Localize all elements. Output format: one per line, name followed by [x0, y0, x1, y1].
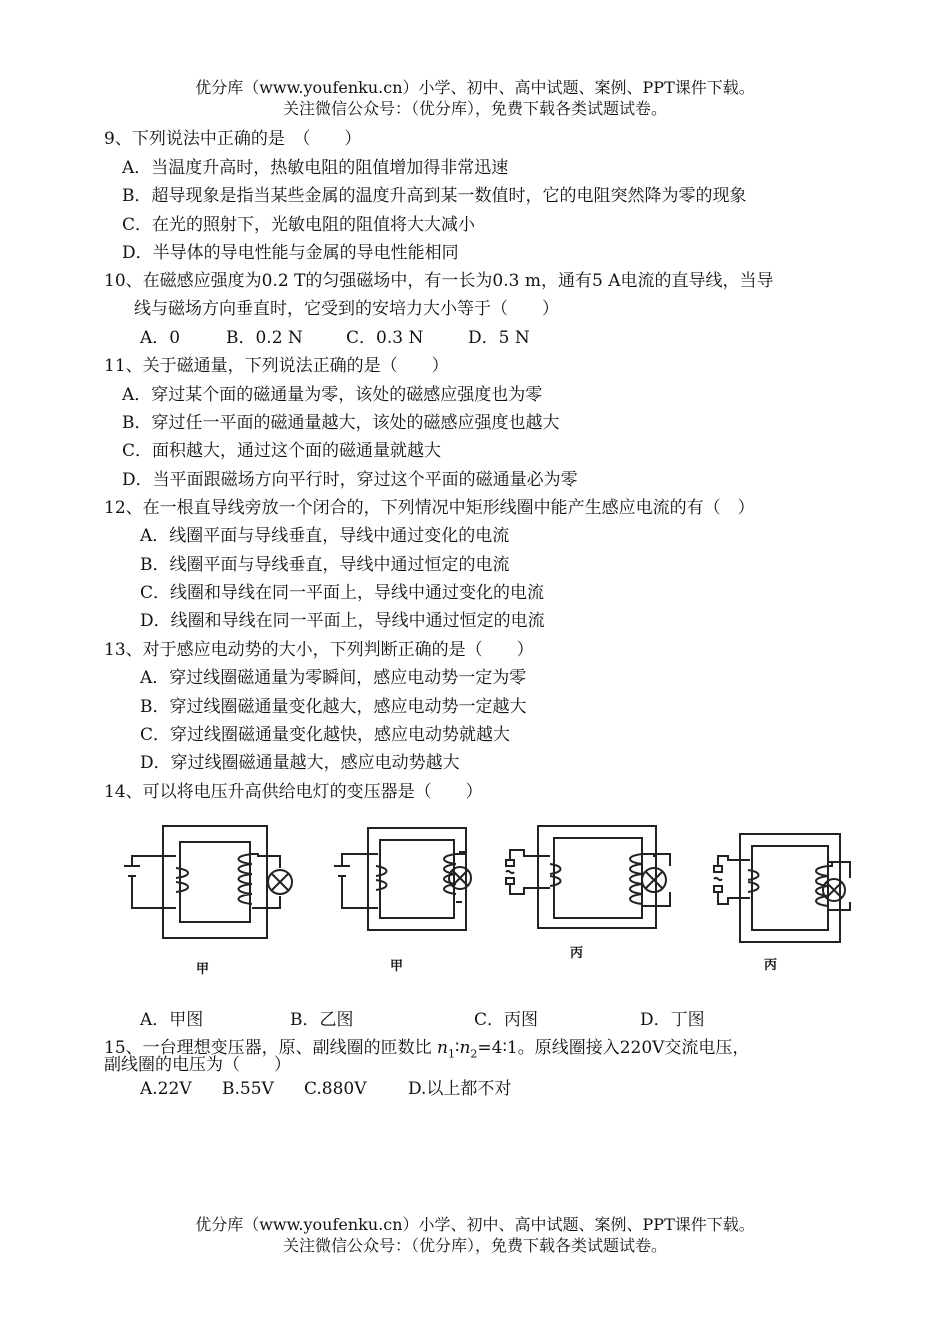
footer-line-2: 关注微信公众号：（优分库），免费下载各类试题试卷。 — [282, 1236, 667, 1255]
question-9-option-b: B．超导现象是指当某些金属的温度升高到某一数值时，它的电阻突然降为零的现象 — [122, 186, 747, 206]
question-10-stem-line-1: 10、在磁感应强度为0.2 T的匀强磁场中，有一长为0.3 m，通有5 A电流的直导线，当导 — [104, 271, 774, 291]
question-15-option-a: A.22V — [140, 1079, 192, 1099]
transformer-diagram-2 — [332, 818, 482, 943]
question-9-option-d: D．半导体的导电性能与金属的导电性能相同 — [122, 243, 459, 263]
question-10-option-a: A．0 — [140, 328, 181, 348]
transformer-diagram-1 — [118, 818, 308, 953]
header-line-2: 关注微信公众号：（优分库），免费下载各类试题试卷。 — [282, 99, 667, 118]
transformer-figure-2 — [332, 818, 482, 943]
question-14-option-d: D．丁图 — [640, 1010, 705, 1030]
question-9-option-a: A．当温度升高时，热敏电阻的阻值增加得非常迅速 — [122, 158, 509, 178]
transformer-diagram-3 — [500, 820, 690, 945]
question-10-option-b: B．0.2 N — [226, 328, 303, 348]
question-13-option-a: A．穿过线圈磁通量为零瞬间，感应电动势一定为零 — [140, 668, 527, 688]
question-15-option-b: B.55V — [222, 1079, 274, 1099]
figure-1-label: 甲 — [196, 962, 210, 977]
question-14-stem: 14、可以将电压升高供给电灯的变压器是（ ） — [104, 782, 483, 802]
figure-3-label: 丙 — [570, 946, 584, 961]
transformer-diagram-4 — [706, 826, 856, 951]
header-line-1: 优分库（www.youfenku.cn）小学、初中、高中试题、案例、PPT课件下载。 — [195, 78, 755, 97]
question-12-option-b: B．线圈平面与导线垂直，导线中通过恒定的电流 — [140, 555, 510, 575]
transformer-figure-4 — [706, 826, 856, 951]
transformer-figure-3 — [500, 820, 690, 945]
question-14-option-b: B．乙图 — [290, 1010, 354, 1030]
question-11-option-c: C．面积越大，通过这个面的磁通量就越大 — [122, 441, 442, 461]
figure-4-label: 丙 — [764, 958, 778, 973]
question-12-option-d: D．线圈和导线在同一平面上，导线中通过恒定的电流 — [140, 611, 545, 631]
question-13-option-b: B．穿过线圈磁通量变化越大，感应电动势一定越大 — [140, 697, 527, 717]
question-13-stem: 13、对于感应电动势的大小，下列判断正确的是（ ） — [104, 640, 534, 660]
question-11-option-a: A．穿过某个面的磁通量为零，该处的磁感应强度也为零 — [122, 385, 543, 405]
question-9-option-c: C．在光的照射下，光敏电阻的阻值将大大减小 — [122, 215, 476, 235]
question-13-option-c: C．穿过线圈磁通量变化越快，感应电动势就越大 — [140, 725, 511, 745]
question-15-stem-post: =4∶1。原线圈接入220V交流电压， — [477, 1038, 750, 1058]
question-11-stem: 11、关于磁通量，下列说法正确的是（ ） — [104, 356, 449, 376]
question-15-stem-line-2: 副线圈的电压为（ ） — [104, 1055, 291, 1075]
question-11-option-d: D．当平面跟磁场方向平行时，穿过这个平面的磁通量必为零 — [122, 470, 578, 490]
question-14-option-c: C．丙图 — [474, 1010, 539, 1030]
question-15-option-d: D.以上都不对 — [408, 1079, 512, 1099]
question-15-stem-pre: 15、一台理想变压器，原、副线圈的匝数比 — [104, 1038, 432, 1058]
question-10-stem-line-2: 线与磁场方向垂直时，它受到的安培力大小等于（ ） — [134, 299, 559, 319]
footer-line-1: 优分库（www.youfenku.cn）小学、初中、高中试题、案例、PPT课件下载。 — [195, 1215, 755, 1234]
n2-subscript: 2 — [470, 1047, 478, 1061]
question-12-option-c: C．线圈和导线在同一平面上，导线中通过变化的电流 — [140, 583, 545, 603]
question-14-option-a: A．甲图 — [140, 1010, 204, 1030]
n2-symbol: n — [459, 1038, 471, 1058]
question-10-option-d: D．5 N — [468, 328, 530, 348]
question-9-stem: 9、下列说法中正确的是 （ ） — [104, 129, 362, 149]
transformer-figure-1 — [118, 818, 308, 953]
question-10-option-c: C．0.3 N — [346, 328, 424, 348]
n1-subscript: 1 — [448, 1047, 455, 1061]
question-11-option-b: B．穿过任一平面的磁通量越大，该处的磁感应强度也越大 — [122, 413, 560, 433]
question-13-option-d: D．穿过线圈磁通量越大，感应电动势越大 — [140, 753, 460, 773]
question-12-option-a: A．线圈平面与导线垂直，导线中通过变化的电流 — [140, 526, 510, 546]
n1-symbol: n — [437, 1038, 448, 1058]
ratio-colon: ∶ — [455, 1038, 460, 1058]
question-12-stem: 12、在一根直导线旁放一个闭合的，下列情况中矩形线圈中能产生感应电流的有（ ） — [104, 498, 755, 518]
question-15-option-c: C.880V — [304, 1079, 367, 1099]
figure-2-label: 甲 — [390, 959, 404, 974]
